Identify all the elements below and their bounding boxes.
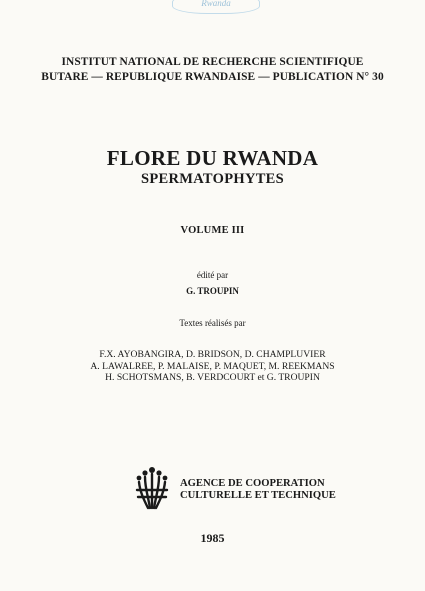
publisher-line: AGENCE DE COOPERATION: [180, 478, 325, 489]
editor-name: G. TROUPIN: [186, 286, 239, 296]
edited-by-label: édité par: [196, 270, 229, 280]
book-subtitle: SPERMATOPHYTES: [140, 171, 285, 187]
acct-logo-icon: [134, 466, 170, 512]
book-title: FLORE DU RWANDA: [106, 146, 319, 170]
publisher-line: CULTURELLE ET TECHNIQUE: [180, 490, 336, 501]
texts-by-label: Textes réalisés par: [179, 318, 246, 328]
publisher-name: [180, 478, 336, 502]
publication-year: 1985: [200, 531, 225, 545]
authors-line: F.X. AYOBANGIRA, D. BRIDSON, D. CHAMPLUVIER: [99, 349, 326, 360]
volume-number: VOLUME III: [180, 225, 245, 236]
institute-line: INSTITUT NATIONAL DE RECHERCHE SCIENTIFIQUE: [61, 56, 364, 68]
authors-line: A. LAWALREE, P. MALAISE, P. MAQUET, M. REEKMANS: [90, 360, 335, 372]
authors-line: H. SCHOTSMANS, B. VERDCOURT et G. TROUPIN: [105, 372, 320, 383]
authors-list: [0, 349, 425, 384]
library-stamp: Rwanda: [172, 0, 260, 14]
publication-line: BUTARE — REPUBLIQUE RWANDAISE — PUBLICATION N° 30: [41, 71, 384, 83]
